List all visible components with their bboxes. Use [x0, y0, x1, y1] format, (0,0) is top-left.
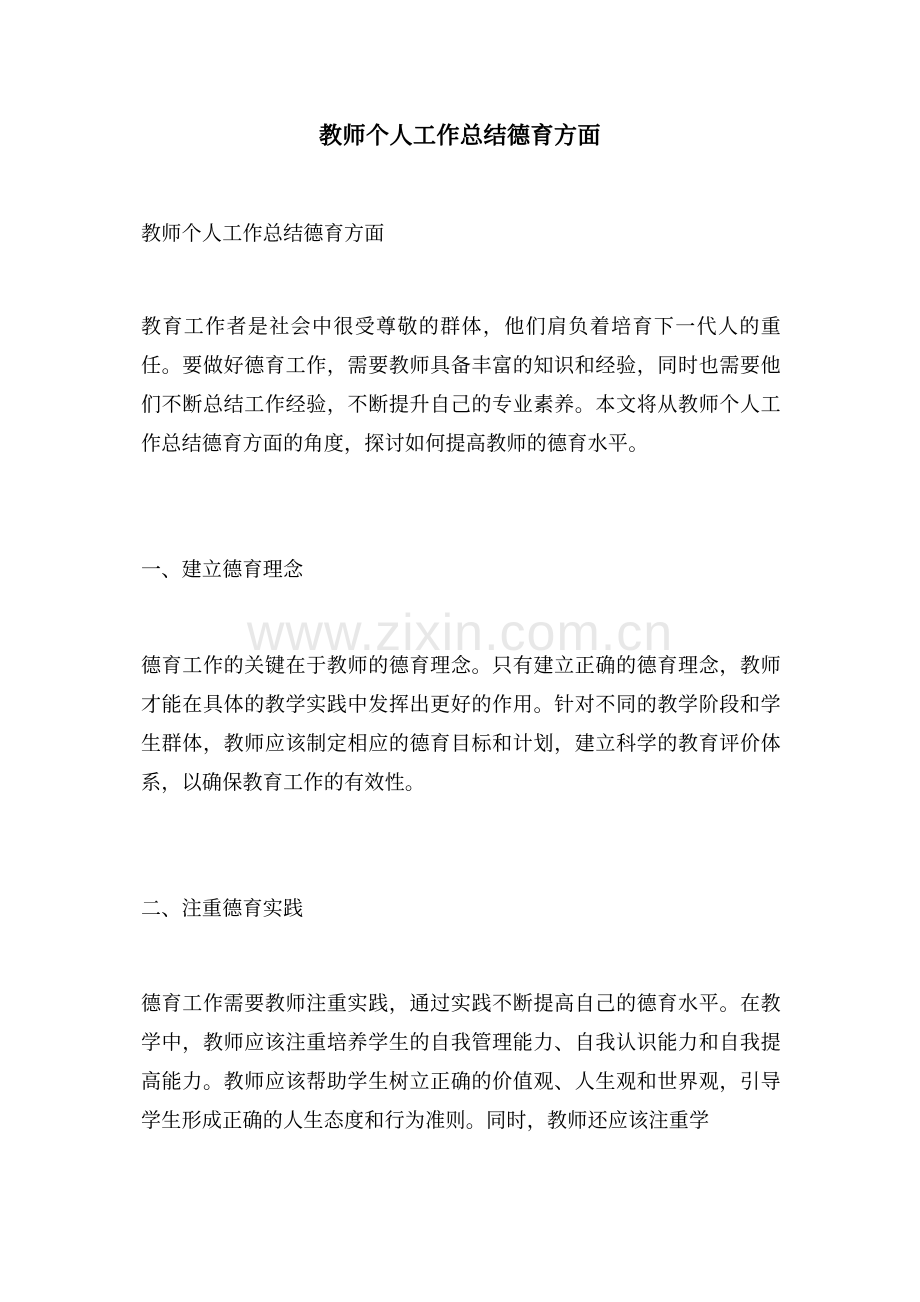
section-heading-1: 一、建立德育理念: [141, 557, 304, 581]
section-body-1: 德育工作的关键在于教师的德育理念。只有建立正确的德育理念，教师才能在具体的教学实践中发挥出更好的作用。针对不同的教学阶段和学生群体，教师应该制定相应的德育目标和计划，建立科学的教育评价体系，以确保教育工作的有效性。: [141, 653, 781, 794]
watermark-text: www.zixin.com.cn: [246, 604, 674, 662]
document-subtitle: 教师个人工作总结德育方面: [141, 221, 385, 245]
document-title: 教师个人工作总结德育方面: [319, 122, 601, 149]
intro-paragraph: 教育工作者是社会中很受尊敬的群体，他们肩负着培育下一代人的重任。要做好德育工作，需要教师具备丰富的知识和经验，同时也需要他们不断总结工作经验，不断提升自己的专业素养。本文将从教师个人工作总结德育方面的角度，探讨如何提高教师的德育水平。: [141, 314, 781, 455]
section-body-2: 德育工作需要教师注重实践，通过实践不断提高自己的德育水平。在教学中，教师应该注重培养学生的自我管理能力、自我认识能力和自我提高能力。教师应该帮助学生树立正确的价值观、人生观和世界观，引导学生形成正确的人生态度和行为准则。同时，教师还应该注重学: [141, 991, 781, 1132]
section-heading-2: 二、注重德育实践: [141, 896, 304, 920]
